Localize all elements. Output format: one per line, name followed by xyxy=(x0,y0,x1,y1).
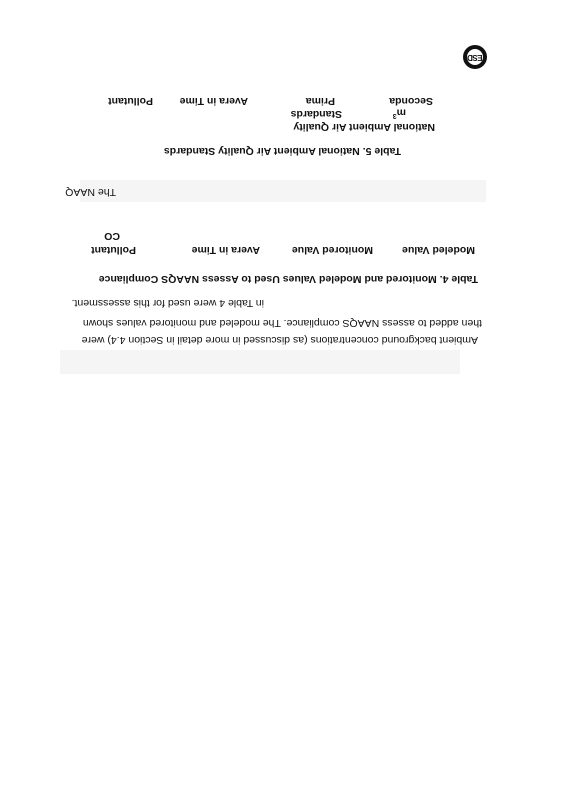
paragraph-line: in Table 4 were used for this assessment. xyxy=(71,297,264,309)
table4-cell-pollutant: CO xyxy=(104,230,120,242)
esd-logo: ESD xyxy=(463,45,487,69)
table5-header-unit-superscript: 3 xyxy=(392,112,397,119)
paragraph-line: then added to assess NAAQS compliance. The modeled and monitored values shown xyxy=(82,317,482,329)
table5-header-primary: Prima xyxy=(305,95,335,107)
table4-header-pollutant: Pollutant xyxy=(91,244,136,256)
table4-caption: Table 4. Monitored and Modeled Values Used to Assess NAAQS Compliance xyxy=(98,273,478,285)
paragraph-line: Ambient background concentrations (as discussed in more detail in Section 4.4) were xyxy=(81,334,478,346)
table5-header-naaqs-line2: Standards xyxy=(290,108,342,120)
redaction-block xyxy=(60,350,460,374)
table5-header-secondary: Seconda xyxy=(389,95,433,107)
naaqs-text: The NAAQ xyxy=(65,186,116,198)
table5-caption: Table 5. National Ambient Air Quality Standards xyxy=(163,145,401,157)
table4-header-monitored: Monitored Value xyxy=(291,244,373,256)
redaction-block xyxy=(80,180,486,202)
table5-header-pollutant: Pollutant xyxy=(108,95,153,107)
table5-header-unit: $m^3$ xyxy=(392,106,406,119)
table5-header-averaging-time: Avera in Time xyxy=(179,95,248,107)
table4-header-modeled: Modeled Value xyxy=(402,244,475,256)
table4-header-averaging-time: Avera in Time xyxy=(191,244,260,256)
table5-header-naaqs-line1: National Ambient Air Quality xyxy=(293,121,435,133)
